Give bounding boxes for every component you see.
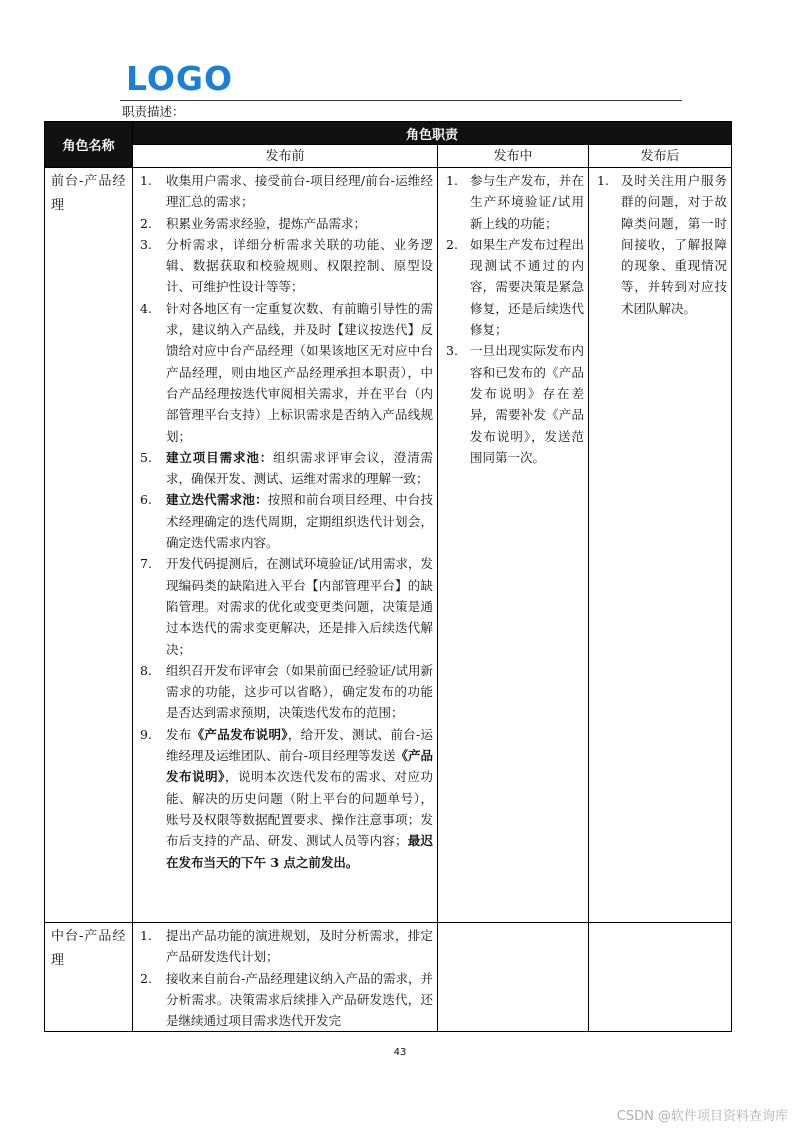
list-item: 2. 积累业务需求经验，提炼产品需求； <box>140 215 367 231</box>
list-item: 3. 分析需求，详细分析需求关联的功能、业务逻辑、数据获取和校验规则、权限控制、原型设计、可维护性设计等等； <box>140 236 433 295</box>
list-item: 7. 开发代码提测后，在测试环境验证/试用需求，发现编码类的缺陷进入平台【内部管理平台】的缺陷管理。对需求的优化或变更类问题，决策是通过本迭代的需求变更解决，还是排入后续迭代解决； <box>140 556 433 657</box>
role-name-cell: 前台-产品经理 <box>45 168 133 923</box>
list-item: 2. 如果生产发布过程出现测试不通过的内容，需要决策是紧急修复，还是后续迭代修复； <box>446 236 584 338</box>
table-row <box>45 168 732 923</box>
page-number: 43 <box>393 1047 407 1058</box>
role-duty-table <box>44 121 732 1032</box>
role-name-cell: 中台-产品经理 <box>45 923 133 1032</box>
role-duty-table-container <box>44 121 731 1032</box>
before-release-cell <box>133 168 438 923</box>
list-item: 9. 发布《产品发布说明》，给开发、测试、前台-运维经理及运维团队、前台-项目经理等发送《产品发布说明》，说明本次迭代发布的需求、对应功能、解决的历史问题（附上平台的问题单号），账号及权限等数据配置要求、操作注意事项；发布后支持的产品、研发、测试人员等内容；最迟在发布当天的下午 3 点之前发出。 <box>140 726 433 870</box>
list-item: 2. 接收来自前台-产品经理建议纳入产品的需求，并分析需求。决策需求后续排入产品研发迭代，还是继续通过项目需求迭代开发完 <box>140 970 433 1029</box>
before-release-cell <box>133 923 438 1032</box>
list-item: 1. 提出产品功能的演进规划，及时分析需求，排定产品研发迭代计划； <box>140 928 433 965</box>
list-item: 3. 一旦出现实际发布内容和已发布的《产品发布说明》存在差异，需要补发《产品发布说明》，发送范围同第一次。 <box>446 343 584 465</box>
list-item: 6. 建立迭代需求池：按照和前台项目经理、中台技术经理确定的迭代周期，定期组织迭代计划会，确定迭代需求内容。 <box>140 492 433 551</box>
during-release-cell <box>438 923 589 1032</box>
logo: LOGO <box>126 59 234 98</box>
list-item: 1. 参与生产发布，并在生产环境验证/试用新上线的功能； <box>446 173 584 231</box>
subheader-before-release: 发布前 <box>133 145 438 168</box>
subheader-during-release: 发布中 <box>438 145 589 168</box>
list-item: 1. 收集用户需求、接受前台-项目经理/前台-运维经理汇总的需求； <box>140 173 433 210</box>
header-role-name: 角色名称 <box>45 122 133 168</box>
table-row <box>45 923 732 1032</box>
description-label: 职责描述： <box>122 104 185 119</box>
list-item: 1. 及时关注用户服务群的问题，对于故障类问题，第一时间接收，了解报障的现象、重现情况等，并转到对应技术团队解决。 <box>597 173 727 316</box>
after-release-cell <box>589 168 732 923</box>
list-item: 4. 针对各地区有一定重复次数、有前瞻引导性的需求，建议纳入产品线，并及时【建议按迭代】反馈给对应中台产品经理（如果该地区无对应中台产品经理，则由地区产品经理承担本职责），中台产品经理按迭代审阅相关需求，并在平台（内部管理平台支持）上标识需求是否纳入产品线规划； <box>140 300 433 444</box>
subheader-after-release: 发布后 <box>589 145 732 168</box>
header-divider <box>120 100 682 101</box>
header-role-duty: 角色职责 <box>133 122 732 145</box>
list-item: 5. 建立项目需求池：组织需求评审会议，澄清需求，确保开发、测试、运维对需求的理解一致； <box>140 449 433 487</box>
list-item: 8. 组织召开发布评审会（如果前面已经验证/试用新需求的功能，这步可以省略），确定发布的功能是否达到需求预期，决策迭代发布的范围； <box>140 662 433 721</box>
after-release-cell <box>589 923 732 1032</box>
during-release-cell <box>438 168 589 923</box>
watermark: CSDN @软件项目资料查询库 <box>616 1109 788 1124</box>
